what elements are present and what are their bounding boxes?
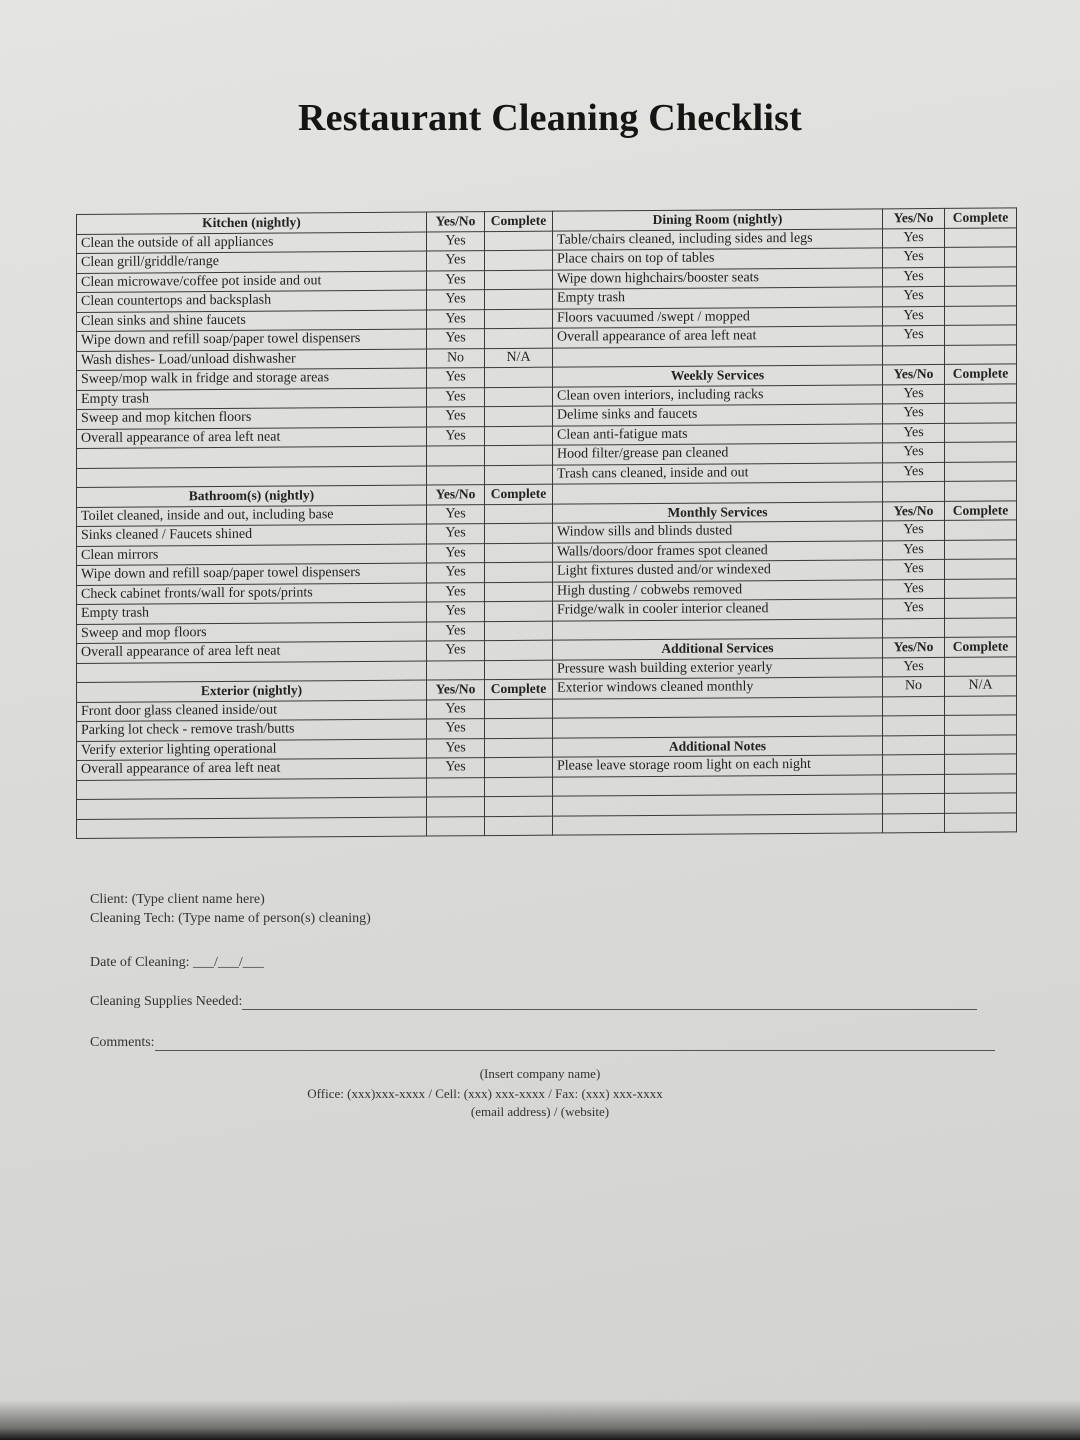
- task-cell: Empty trash: [77, 388, 427, 410]
- yes-no-cell: Yes: [427, 407, 485, 427]
- task-cell: Clean the outside of all appliances: [77, 232, 427, 254]
- task-cell: Overall appearance of area left neat: [77, 758, 427, 780]
- task-cell: Floors vacuumed /swept / mopped: [553, 306, 883, 328]
- complete-cell: [485, 387, 553, 407]
- task-cell: Overall appearance of area left neat: [77, 427, 427, 449]
- company-name: (Insert company name): [479, 1066, 601, 1081]
- task-cell: Empty trash: [553, 287, 883, 309]
- task-cell: Sweep and mop kitchen floors: [77, 407, 427, 429]
- task-cell: Exterior windows cleaned monthly: [553, 677, 883, 699]
- complete-cell: [485, 289, 553, 309]
- task-cell: Kitchen (nightly): [77, 212, 427, 234]
- task-cell: Front door glass cleaned inside/out: [77, 700, 427, 722]
- complete-cell: [945, 715, 1017, 735]
- yes-no-cell: No: [883, 676, 945, 696]
- complete-cell: [485, 757, 553, 777]
- complete-cell: [485, 601, 553, 621]
- yes-no-cell: Yes: [427, 699, 485, 719]
- complete-cell: [945, 773, 1017, 793]
- page-title: Restaurant Cleaning Checklist: [297, 97, 803, 139]
- task-cell: Fridge/walk in cooler interior cleaned: [553, 599, 883, 621]
- company-contact: Office: (xxx)xxx-xxxx / Cell: (xxx) xxx-xxxx / Fax: (xxx) xxx-xxxx: [307, 1086, 663, 1101]
- task-cell: Empty trash: [77, 602, 427, 624]
- task-cell: [553, 345, 883, 367]
- complete-cell: [945, 520, 1017, 540]
- yes-no-cell: Yes/No: [427, 680, 485, 700]
- task-cell: Toilet cleaned, inside and out, including base: [77, 505, 427, 527]
- complete-cell: [945, 344, 1017, 364]
- task-cell: [77, 466, 427, 488]
- date-of-cleaning-field: Date of Cleaning: ___/___/___: [90, 955, 264, 970]
- task-cell: Additional Notes: [553, 735, 883, 757]
- yes-no-cell: [427, 797, 485, 817]
- yes-no-cell: Yes: [883, 403, 945, 423]
- complete-cell: Complete: [945, 364, 1017, 384]
- task-cell: Wipe down and refill soap/paper towel dispensers: [77, 563, 427, 585]
- photo-edge-shadow: [0, 1400, 1080, 1440]
- yes-no-cell: [883, 754, 945, 774]
- task-cell: Monthly Services: [553, 501, 883, 523]
- yes-no-cell: [883, 345, 945, 365]
- complete-cell: [485, 582, 553, 602]
- complete-cell: N/A: [485, 348, 553, 368]
- task-cell: Clean mirrors: [77, 544, 427, 566]
- yes-no-cell: Yes: [427, 641, 485, 661]
- supplies-needed-line: [242, 1009, 977, 1010]
- checklist-tables: [76, 207, 1016, 870]
- task-cell: Overall appearance of area left neat: [553, 326, 883, 348]
- complete-cell: [485, 718, 553, 738]
- task-cell: Hood filter/grease pan cleaned: [553, 443, 883, 465]
- task-cell: Wipe down and refill soap/paper towel dispensers: [77, 329, 427, 351]
- task-cell: Weekly Services: [553, 365, 883, 387]
- yes-no-cell: Yes: [427, 758, 485, 778]
- client-field: Client: (Type client name here): [90, 892, 265, 907]
- task-cell: Sweep/mop walk in fridge and storage areas: [77, 368, 427, 390]
- yes-no-cell: Yes: [883, 306, 945, 326]
- complete-cell: [485, 270, 553, 290]
- complete-cell: [945, 481, 1017, 501]
- yes-no-cell: Yes: [883, 579, 945, 599]
- task-cell: Check cabinet fronts/wall for spots/prints: [77, 583, 427, 605]
- yes-no-cell: Yes/No: [883, 208, 945, 228]
- complete-cell: [945, 286, 1017, 306]
- yes-no-cell: Yes: [883, 423, 945, 443]
- yes-no-cell: Yes: [427, 309, 485, 329]
- yes-no-cell: Yes/No: [883, 637, 945, 657]
- complete-cell: Complete: [485, 679, 553, 699]
- task-cell: [77, 817, 427, 839]
- task-cell: Additional Services: [553, 638, 883, 660]
- complete-cell: [485, 328, 553, 348]
- yes-no-cell: Yes/No: [427, 485, 485, 505]
- task-cell: Trash cans cleaned, inside and out: [553, 462, 883, 484]
- yes-no-cell: Yes: [883, 598, 945, 618]
- yes-no-cell: Yes: [427, 290, 485, 310]
- complete-cell: N/A: [945, 676, 1017, 696]
- yes-no-cell: [427, 465, 485, 485]
- task-cell: Sweep and mop floors: [77, 622, 427, 644]
- task-cell: Parking lot check - remove trash/butts: [77, 719, 427, 741]
- complete-cell: [485, 250, 553, 270]
- yes-no-cell: Yes: [427, 719, 485, 739]
- task-cell: [77, 446, 427, 468]
- yes-no-cell: [427, 446, 485, 466]
- task-cell: [553, 482, 883, 504]
- yes-no-cell: Yes: [427, 524, 485, 544]
- yes-no-cell: Yes: [427, 426, 485, 446]
- yes-no-cell: [883, 618, 945, 638]
- task-cell: Clean oven interiors, including racks: [553, 384, 883, 406]
- yes-no-cell: Yes: [883, 559, 945, 579]
- complete-cell: [485, 231, 553, 251]
- task-cell: [77, 797, 427, 819]
- task-cell: Place chairs on top of tables: [553, 248, 883, 270]
- task-cell: Clean microwave/coffee pot inside and out: [77, 271, 427, 293]
- complete-cell: [485, 738, 553, 758]
- yes-no-cell: [883, 481, 945, 501]
- yes-no-cell: [427, 660, 485, 680]
- task-cell: Wash dishes- Load/unload dishwasher: [77, 349, 427, 371]
- complete-cell: [485, 504, 553, 524]
- task-cell: Clean grill/griddle/range: [77, 251, 427, 273]
- yes-no-cell: Yes: [883, 657, 945, 677]
- yes-no-cell: [883, 793, 945, 813]
- yes-no-cell: Yes: [883, 325, 945, 345]
- checklist-row: [553, 812, 1017, 835]
- comments-line: [155, 1050, 995, 1051]
- task-cell: High dusting / cobwebs removed: [553, 579, 883, 601]
- task-cell: [553, 794, 883, 816]
- task-cell: Verify exterior lighting operational: [77, 739, 427, 761]
- task-cell: Clean countertops and backsplash: [77, 290, 427, 312]
- yes-no-cell: Yes: [427, 368, 485, 388]
- yes-no-cell: [883, 774, 945, 794]
- yes-no-cell: Yes: [427, 387, 485, 407]
- yes-no-cell: [883, 813, 945, 833]
- complete-cell: [485, 543, 553, 563]
- yes-no-cell: Yes: [883, 286, 945, 306]
- task-cell: [553, 774, 883, 796]
- complete-cell: [945, 695, 1017, 715]
- task-cell: [77, 661, 427, 683]
- complete-cell: [945, 559, 1017, 579]
- complete-cell: [945, 422, 1017, 442]
- task-cell: Light fixtures dusted and/or windexed: [553, 560, 883, 582]
- yes-no-cell: Yes: [427, 329, 485, 349]
- yes-no-cell: Yes/No: [883, 364, 945, 384]
- complete-cell: [945, 754, 1017, 774]
- supplies-needed-row: [90, 994, 977, 1010]
- complete-cell: [485, 523, 553, 543]
- yes-no-cell: Yes: [883, 442, 945, 462]
- complete-cell: [945, 383, 1017, 403]
- complete-cell: Complete: [945, 500, 1017, 520]
- complete-cell: [945, 227, 1017, 247]
- task-cell: Exterior (nightly): [77, 680, 427, 702]
- task-cell: Table/chairs cleaned, including sides and legs: [553, 228, 883, 250]
- yes-no-cell: Yes: [883, 228, 945, 248]
- task-cell: Clean anti-fatigue mats: [553, 423, 883, 445]
- yes-no-cell: Yes: [427, 563, 485, 583]
- yes-no-cell: Yes: [883, 540, 945, 560]
- complete-cell: [945, 578, 1017, 598]
- yes-no-cell: Yes: [883, 247, 945, 267]
- yes-no-cell: Yes: [427, 602, 485, 622]
- comments-label: Comments:: [90, 1035, 155, 1050]
- yes-no-cell: Yes: [883, 462, 945, 482]
- yes-no-cell: [427, 816, 485, 836]
- task-cell: Sinks cleaned / Faucets shined: [77, 524, 427, 546]
- complete-cell: [945, 734, 1017, 754]
- complete-cell: [945, 598, 1017, 618]
- comments-row: [90, 1035, 995, 1051]
- yes-no-cell: Yes: [427, 621, 485, 641]
- complete-cell: Complete: [485, 484, 553, 504]
- complete-cell: [485, 562, 553, 582]
- task-cell: Overall appearance of area left neat: [77, 641, 427, 663]
- task-cell: [553, 696, 883, 718]
- supplies-needed-label: Cleaning Supplies Needed:: [90, 994, 243, 1009]
- complete-cell: [945, 403, 1017, 423]
- complete-cell: [485, 621, 553, 641]
- task-cell: Walls/doors/door frames spot cleaned: [553, 540, 883, 562]
- complete-cell: [945, 305, 1017, 325]
- complete-cell: [945, 656, 1017, 676]
- task-cell: Please leave storage room light on each night: [553, 755, 883, 777]
- complete-cell: [485, 777, 553, 797]
- yes-no-cell: Yes: [427, 251, 485, 271]
- yes-no-cell: [883, 715, 945, 735]
- yes-no-cell: Yes: [883, 384, 945, 404]
- complete-cell: [945, 442, 1017, 462]
- complete-cell: [945, 325, 1017, 345]
- task-cell: Dining Room (nightly): [553, 209, 883, 231]
- complete-cell: [485, 445, 553, 465]
- complete-cell: [485, 640, 553, 660]
- yes-no-cell: Yes: [427, 738, 485, 758]
- complete-cell: [945, 266, 1017, 286]
- complete-cell: Complete: [945, 637, 1017, 657]
- complete-cell: [945, 812, 1017, 832]
- yes-no-cell: [427, 777, 485, 797]
- complete-cell: [945, 617, 1017, 637]
- yes-no-cell: Yes: [883, 520, 945, 540]
- cleaning-tech-field: Cleaning Tech: (Type name of person(s) cleaning): [90, 911, 371, 926]
- company-web: (email address) / (website): [470, 1104, 610, 1119]
- task-cell: Pressure wash building exterior yearly: [553, 657, 883, 679]
- task-cell: [553, 716, 883, 738]
- yes-no-cell: Yes: [427, 582, 485, 602]
- yes-no-cell: [883, 696, 945, 716]
- yes-no-cell: Yes: [883, 267, 945, 287]
- complete-cell: [485, 816, 553, 836]
- complete-cell: [485, 660, 553, 680]
- complete-cell: [945, 539, 1017, 559]
- yes-no-cell: Yes: [427, 231, 485, 251]
- left-checklist-table: [76, 211, 553, 839]
- complete-cell: [485, 465, 553, 485]
- yes-no-cell: Yes/No: [427, 212, 485, 232]
- complete-cell: [945, 461, 1017, 481]
- task-cell: Bathroom(s) (nightly): [77, 485, 427, 507]
- yes-no-cell: Yes: [427, 270, 485, 290]
- task-cell: Clean sinks and shine faucets: [77, 310, 427, 332]
- complete-cell: Complete: [945, 208, 1017, 228]
- task-cell: Wipe down highchairs/booster seats: [553, 267, 883, 289]
- task-cell: [77, 778, 427, 800]
- complete-cell: [485, 367, 553, 387]
- task-cell: Window sills and blinds dusted: [553, 521, 883, 543]
- task-cell: [553, 813, 883, 835]
- yes-no-cell: Yes/No: [883, 501, 945, 521]
- checklist-row: [77, 816, 553, 839]
- task-cell: Delime sinks and faucets: [553, 404, 883, 426]
- complete-cell: [485, 796, 553, 816]
- complete-cell: [485, 309, 553, 329]
- complete-cell: [485, 426, 553, 446]
- complete-cell: [945, 793, 1017, 813]
- yes-no-cell: Yes: [427, 543, 485, 563]
- complete-cell: [485, 406, 553, 426]
- yes-no-cell: No: [427, 348, 485, 368]
- right-checklist-table: [552, 207, 1017, 835]
- complete-cell: [485, 699, 553, 719]
- task-cell: [553, 618, 883, 640]
- yes-no-cell: Yes: [427, 504, 485, 524]
- complete-cell: Complete: [485, 211, 553, 231]
- complete-cell: [945, 247, 1017, 267]
- yes-no-cell: [883, 735, 945, 755]
